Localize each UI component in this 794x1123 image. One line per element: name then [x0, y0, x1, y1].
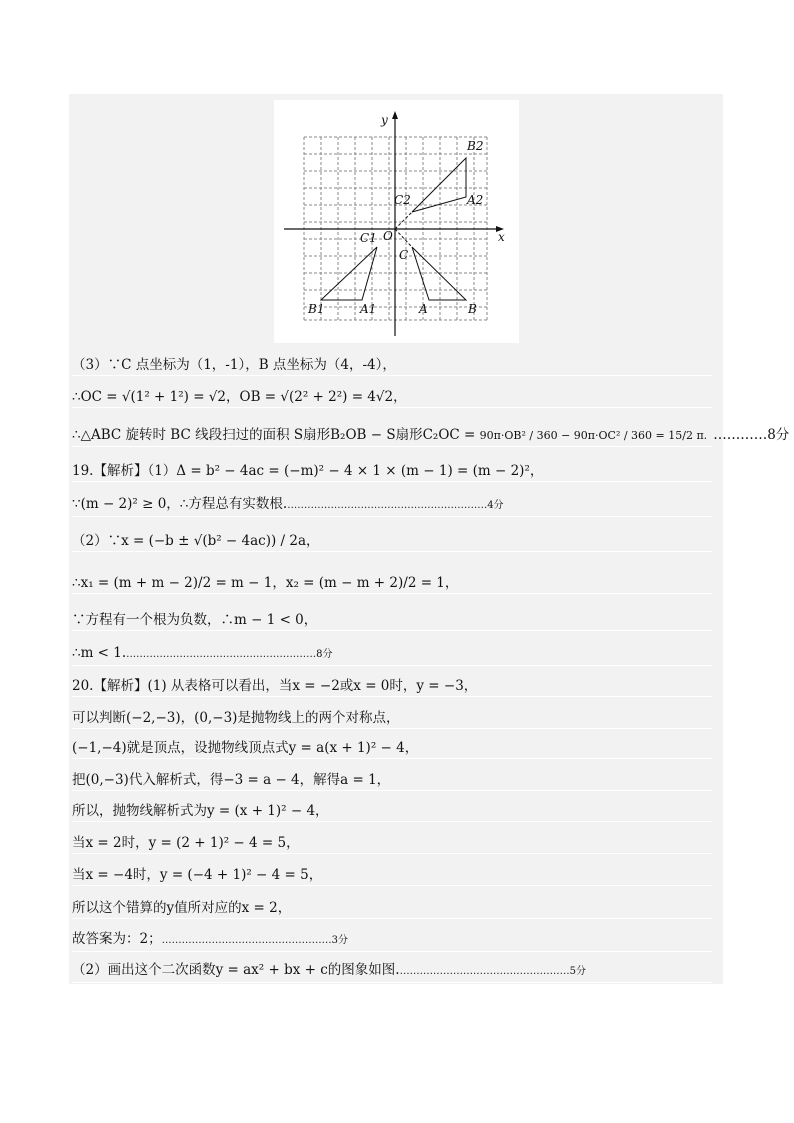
- label-a2: A2: [467, 193, 484, 207]
- solution-line-15: 当x = 2时，y = (2 + 1)² − 4 = 5，: [72, 833, 712, 854]
- solution-line-1: （3）∵C 点坐标为（1，-1），B 点坐标为（4，-4），: [72, 355, 712, 376]
- real-roots-statement: ∵(m − 2)² ≥ 0，∴方程总有实数根.: [72, 496, 288, 512]
- radius-oc2: [395, 212, 412, 229]
- solution-line-13: 把(0,−3)代入解析式，得−3 = a − 4，解得a = 1，: [72, 770, 712, 791]
- label-a1: A1: [360, 302, 377, 316]
- label-b2: B2: [467, 139, 484, 153]
- solution-line-19: [72, 960, 712, 983]
- y-axis-label: y: [381, 113, 388, 127]
- solution-line-6: （2）∵x = (−b ± √(b² − 4ac)) / 2a，: [72, 531, 712, 552]
- score-8-line9: …………………………………………………8分: [126, 649, 333, 660]
- solution-line-14: 所以，抛物线解析式为y = (x + 1)² − 4，: [72, 801, 712, 822]
- coordinate-figure: [274, 100, 519, 343]
- label-b1: B1: [308, 302, 325, 316]
- radius-oc: [395, 229, 412, 247]
- score-3: ……………………………………………3分: [161, 935, 348, 946]
- solution-line-7: ∴x₁ = (m + m − 2)/2 = m − 1，x₂ = (m − m + 2)/2 = 1，: [72, 573, 712, 594]
- solution-line-10: 20.【解析】(1) 从表格可以看出，当x = −2或x = 0时，y = −3，: [72, 676, 712, 697]
- solution-line-11: 可以判断(−2,−3)，(0,−3)是抛物线上的两个对称点，: [72, 708, 712, 729]
- graph-statement: （2）画出这个二次函数y = ax² + bx + c的图象如图.: [72, 962, 400, 978]
- answer-statement: 故答案为：2；: [72, 931, 162, 947]
- solution-line-3: [72, 425, 790, 447]
- area-statement: ∴△ABC 旋转时 BC 线段扫过的面积 S扇形B₂OB − S扇形C₂OC =: [72, 427, 480, 443]
- solution-line-4: 19.【解析】（1）Δ = b² − 4ac = (−m)² − 4 × 1 × (m − 1) = (m − 2)²，: [72, 461, 712, 482]
- solution-line-2: ∴OC = √(1² + 1²) = √2，OB = √(2² + 2²) = 4√2，: [72, 387, 712, 408]
- triangle-a2b2c2: [412, 158, 466, 212]
- score-4: ……………………………………………………4分: [287, 500, 504, 511]
- label-c: C: [399, 248, 409, 262]
- coordinate-grid-svg: [274, 100, 519, 343]
- label-c1: C1: [360, 231, 377, 245]
- x-axis-label: x: [498, 230, 505, 244]
- label-c2: C2: [394, 193, 411, 207]
- label-b: B: [468, 302, 477, 316]
- y-axis-arrow-icon: [392, 111, 398, 119]
- triangle-abc: [412, 247, 466, 300]
- score-8-line3: …………8分: [713, 427, 790, 443]
- solution-line-9: [72, 643, 712, 666]
- solution-line-5: [72, 494, 712, 517]
- solution-line-16: 当x = −4时，y = (−4 + 1)² − 4 = 5，: [72, 865, 712, 886]
- solution-line-17: 所以这个错算的y值所对应的x = 2，: [72, 898, 712, 919]
- score-5: ……………………………………………5分: [399, 966, 586, 977]
- solution-line-8: ∵方程有一个根为负数，∴m − 1 < 0，: [72, 610, 712, 631]
- solution-line-12: (−1,−4)就是顶点，设抛物线顶点式y = a(x + 1)² − 4，: [72, 738, 712, 759]
- origin-label: O: [383, 229, 393, 243]
- area-formula: 90π·OB² / 360 − 90π·OC² / 360 = 15/2 π.: [479, 429, 708, 442]
- label-a: A: [419, 302, 428, 316]
- m-conclusion: ∴m < 1.: [72, 645, 127, 661]
- solution-line-18: [72, 929, 712, 952]
